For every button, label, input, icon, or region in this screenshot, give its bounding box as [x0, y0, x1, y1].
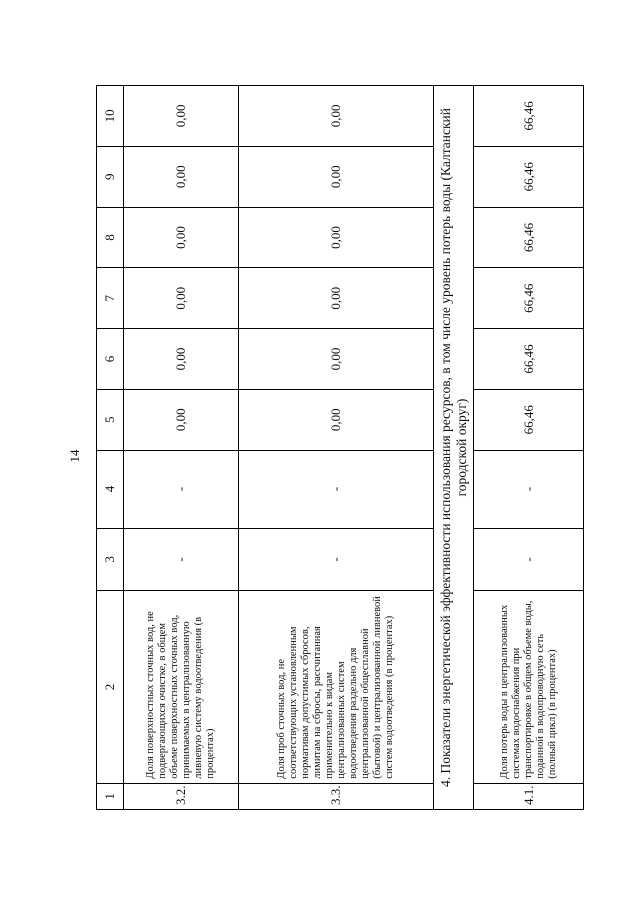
header-row: [97, 86, 124, 810]
cell-value: -: [239, 450, 434, 528]
column-header: 6: [97, 329, 124, 390]
row-number: 3.2.: [124, 783, 239, 809]
column-header: 10: [97, 86, 124, 147]
cell-value: 0,00: [124, 86, 239, 147]
page-number: 14: [67, 449, 82, 463]
column-header: 9: [97, 146, 124, 207]
indicators-table: [96, 85, 584, 810]
row-number: 4.1.: [474, 783, 584, 809]
cell-value: -: [124, 450, 239, 528]
column-header: 3: [97, 528, 124, 591]
cell-value: 0,00: [239, 329, 434, 390]
cell-value: 0,00: [124, 146, 239, 207]
cell-value: -: [239, 528, 434, 591]
row-description: Доля проб сточных вод, не соответствующих установленным нормативам допустимых сбросов, лимитам на сбросы, рассчитанная применительно к видам централизованных систем водоотведения раздельно для централизованной общесплавной (бытовой) и централизованной ливневой систем водоотведения (в процентах): [239, 591, 434, 783]
row-description: Доля поверхностных сточных вод, не подвергающихся очистке, в общем объеме поверхностных сточных вод, принимаемых в централизованную ливневую систему водоотведения (в процентах): [124, 591, 239, 783]
cell-value: 0,00: [124, 389, 239, 450]
cell-value: 0,00: [124, 329, 239, 390]
cell-value: 66,46: [474, 207, 584, 268]
table-row: [474, 86, 584, 810]
column-header: 2: [97, 591, 124, 783]
cell-value: -: [474, 528, 584, 591]
row-number: 3.3.: [239, 783, 434, 809]
cell-value: 66,46: [474, 86, 584, 147]
cell-value: -: [124, 528, 239, 591]
section-heading: 4. Показатели энергетической эффективности использования ресурсов, в том числе уровень потерь воды (Калтанский городской округ): [434, 86, 474, 810]
cell-value: 0,00: [239, 389, 434, 450]
cell-value: 0,00: [124, 268, 239, 329]
cell-value: 0,00: [239, 207, 434, 268]
cell-value: 66,46: [474, 329, 584, 390]
section-row: [434, 86, 474, 810]
cell-value: 0,00: [239, 86, 434, 147]
column-header: 8: [97, 207, 124, 268]
table-row: [124, 86, 239, 810]
cell-value: 66,46: [474, 146, 584, 207]
cell-value: 0,00: [124, 207, 239, 268]
cell-value: 66,46: [474, 268, 584, 329]
column-header: 1: [97, 783, 124, 809]
rotated-table-container: [96, 85, 578, 810]
cell-value: -: [474, 450, 584, 528]
table-row: [239, 86, 434, 810]
cell-value: 0,00: [239, 146, 434, 207]
column-header: 5: [97, 389, 124, 450]
column-header: 4: [97, 450, 124, 528]
column-header: 7: [97, 268, 124, 329]
row-description: Доля потерь воды в централизованных системах водоснабжения при транспортировке в общем объеме воды, поданной в водопроводную сеть (полный цикл) (в процентах): [474, 591, 584, 783]
cell-value: 0,00: [239, 268, 434, 329]
cell-value: 66,46: [474, 389, 584, 450]
